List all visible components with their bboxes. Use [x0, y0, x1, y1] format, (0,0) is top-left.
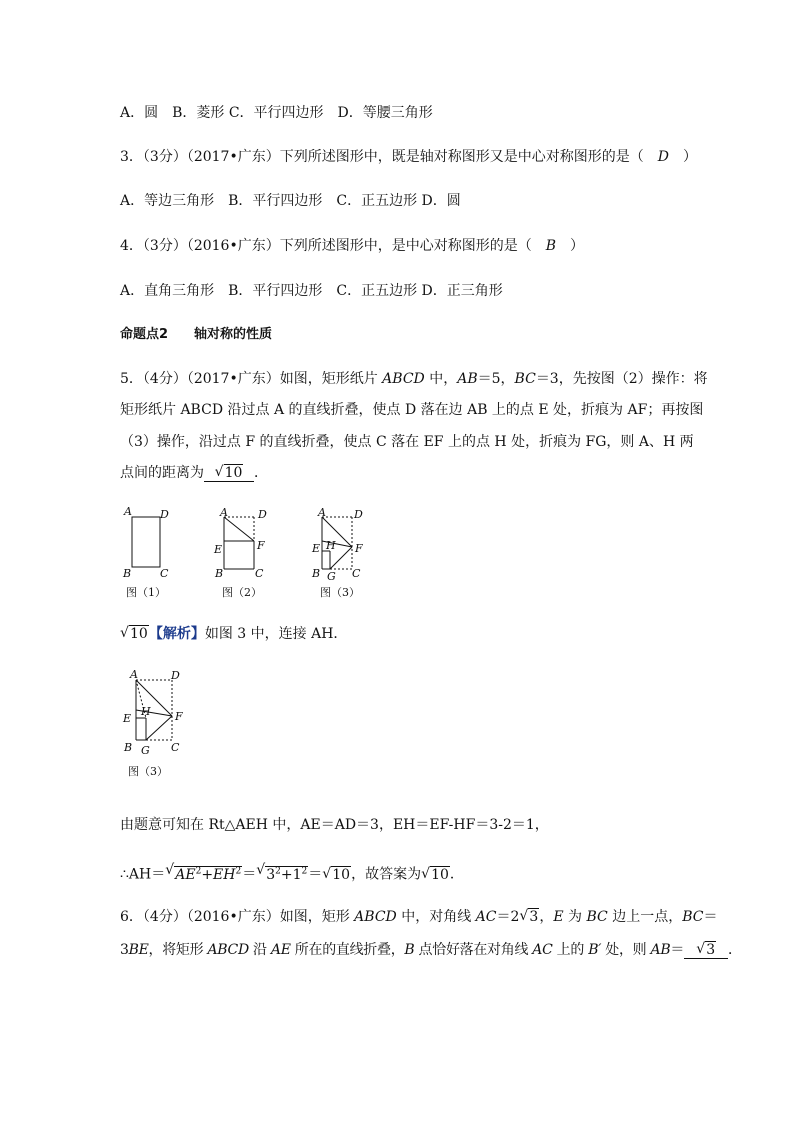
fig2-label-D: D: [258, 508, 267, 521]
q6-var: E: [553, 909, 564, 925]
q5-solution-line-2: [120, 861, 464, 885]
q6-text: 边上一点，: [607, 909, 683, 925]
q6-num: 3: [120, 942, 129, 958]
section-heading: 命题点2 轴对称的性质: [120, 327, 273, 342]
q3-stem: [120, 147, 697, 167]
solution-var: AE: [175, 866, 196, 883]
q5-text: ＝5，: [477, 371, 515, 387]
q6-var: AC: [475, 909, 497, 925]
fig2-label-C: C: [255, 567, 264, 580]
solution-text: ．: [449, 866, 464, 883]
q5-line-1: [120, 369, 708, 389]
q3-options: A．等边三角形 B．平行四边形 C．正五边形 D．圆: [120, 193, 461, 209]
sup-2: 2: [275, 866, 281, 876]
solution-answer: 10: [130, 626, 148, 642]
solution-text: ∴AH＝: [120, 866, 166, 883]
q6-text: 所在的直线折叠，: [290, 942, 405, 958]
fig3-label-F: F: [355, 542, 363, 555]
q6-text: ＝: [670, 942, 685, 958]
q6-text: 上的: [552, 942, 589, 958]
q6-text: ＝2: [496, 909, 520, 925]
q6-text: 处，则: [601, 942, 651, 958]
q6-var: ABCD: [207, 942, 249, 958]
q5-text: 点间的距离为: [120, 465, 204, 481]
q6-text: ．: [728, 942, 742, 958]
fig1-label-A: A: [124, 505, 132, 518]
q6-text: ，: [539, 909, 554, 925]
fig2-label-A: A: [220, 506, 228, 519]
q6-line-1: [120, 907, 717, 927]
q4-stem: [120, 236, 584, 256]
q6-var: ABCD: [354, 909, 397, 925]
q2-options: A．圆 B．菱形 C．平行四边形 D．等腰三角形: [120, 105, 433, 121]
q5-solution-intro: [120, 624, 347, 644]
q3-stem-close: ）: [682, 149, 697, 165]
q6-text: 点恰好落在对角线: [414, 942, 533, 958]
q5-figures: [116, 503, 376, 603]
solution-num: 3: [266, 866, 276, 883]
q5-text: ＝3，先按图（2）操作：将: [535, 371, 708, 387]
sol-fig-label-H: H: [141, 705, 151, 718]
sol-fig-label-A: A: [130, 668, 138, 681]
fig3-label-H: H: [326, 539, 336, 552]
q5-var: BC: [514, 371, 536, 387]
sup-2: 2: [195, 866, 202, 876]
q6-text: ，将矩形: [148, 942, 208, 958]
solution-text: 如图 3 中，连接 AH．: [204, 626, 348, 642]
fig1-label-C: C: [160, 567, 169, 580]
q4-stem-close: ）: [570, 238, 584, 254]
q6-text: 6．（4分）（2016•广东）如图，矩形: [120, 909, 355, 925]
fig3-label-G: G: [327, 570, 336, 583]
q5-text: 中，: [424, 371, 458, 387]
q6-text: 沿: [248, 942, 271, 958]
q4-options: A．直角三角形 B．平行四边形 C．正五边形 D．正三角形: [120, 283, 503, 299]
fig1-label-D: D: [160, 508, 169, 521]
sqrt-sign: [215, 465, 244, 481]
sol-fig-label-E: E: [123, 712, 132, 725]
sqrt-sign: [696, 942, 716, 958]
q5-text: ．: [254, 465, 268, 481]
sol-fig-caption: 图（3）: [128, 765, 168, 778]
q5-solution-line-1: 由题意可知在 Rt△AEH 中，AE＝AD＝3，EH＝EF-HF＝3-2＝1，: [120, 817, 549, 833]
q6-answer: 3: [706, 942, 715, 958]
sol-fig-label-B: B: [124, 741, 133, 754]
q6-var: AB: [650, 942, 671, 958]
q5-line-2: 矩形纸片 ABCD 沿过点 A 的直线折叠，使点 D 落在边 AB 上的点 E 处，折痕为 AF；再按图: [120, 402, 704, 418]
sqrt-sign: [322, 865, 351, 885]
figure-3: [311, 506, 363, 599]
q6-text: 为: [563, 909, 587, 925]
sqrt-sign: [421, 865, 450, 885]
solution-num: 10: [332, 866, 351, 883]
q6-var: AC: [532, 942, 553, 958]
q3-answer: D: [657, 149, 669, 165]
q6-var: BC: [682, 909, 704, 925]
q6-var: AE: [270, 942, 291, 958]
sol-fig-label-D: D: [171, 669, 180, 682]
q3-stem-text: 3．（3分）（2017•广东）下列所述图形中，既是轴对称图形又是中心对称图形的是（: [120, 149, 644, 165]
q6-var: B′: [588, 942, 602, 958]
sqrt-sign: [256, 861, 308, 885]
solution-text: ＝: [308, 866, 323, 883]
fig2-label-B: B: [215, 567, 224, 580]
fig3-label-D: D: [354, 508, 363, 521]
fig3-label-A: A: [318, 506, 326, 519]
fig2-label-F: F: [257, 539, 265, 552]
solution-text: ＝: [242, 866, 257, 883]
solution-figure-3: [116, 664, 206, 782]
sol-fig-label-C: C: [171, 741, 180, 754]
fig3-label-B: B: [312, 567, 321, 580]
q6-var: BE: [128, 942, 149, 958]
q6-var: BC: [586, 909, 608, 925]
q6-text: 中，对角线: [396, 909, 476, 925]
solution-num: 10: [431, 866, 449, 883]
sqrt-content: [265, 866, 308, 883]
q4-stem-text: 4．（3分）（2016•广东）下列所述图形中，是中心对称图形的是（: [120, 238, 532, 254]
q5-line-4: [120, 463, 268, 483]
sqrt-sign: [120, 624, 149, 644]
sol-fig-label-G: G: [141, 744, 150, 757]
q6-answer-blank: [684, 942, 728, 959]
analysis-tag: 【解析】: [148, 626, 205, 642]
solution-num: +1: [280, 866, 302, 883]
fig2-caption: 图（2）: [222, 586, 262, 599]
sqrt-content: [174, 866, 242, 883]
solution-text: ，故答案为: [351, 866, 422, 883]
sup-2: 2: [235, 866, 242, 876]
q5-answer: 10: [224, 465, 243, 481]
fig3-label-C: C: [352, 567, 361, 580]
figure-1: [122, 505, 169, 599]
fig3-caption: 图（3）: [320, 586, 360, 599]
q4-answer: B: [545, 238, 556, 254]
q6-line-2: [120, 940, 742, 960]
sqrt-sign: [165, 861, 242, 885]
q6-var: B: [404, 942, 415, 958]
q5-var: AB: [457, 371, 478, 387]
sup-2: 2: [301, 866, 308, 876]
q5-var: ABCD: [382, 371, 425, 387]
q6-num: 3: [529, 909, 539, 925]
figure-2: [213, 506, 267, 599]
q5-line-3: （3）操作，沿过点 F 的直线折叠，使点 C 落在 EF 上的点 H 处，折痕为 FG，则 A、H 两: [120, 434, 694, 450]
sol-fig-label-F: F: [175, 710, 183, 723]
sqrt-sign: [519, 907, 539, 927]
q5-answer-blank: [204, 465, 254, 482]
fig1-caption: 图（1）: [126, 586, 166, 599]
q6-text: ＝: [703, 909, 718, 925]
solution-var: +EH: [201, 866, 236, 883]
fig1-label-B: B: [123, 567, 132, 580]
q5-text: 5．（4分）（2017•广东）如图，矩形纸片: [120, 371, 383, 387]
fig3-label-E: E: [312, 542, 321, 555]
fig2-label-E: E: [214, 543, 223, 556]
